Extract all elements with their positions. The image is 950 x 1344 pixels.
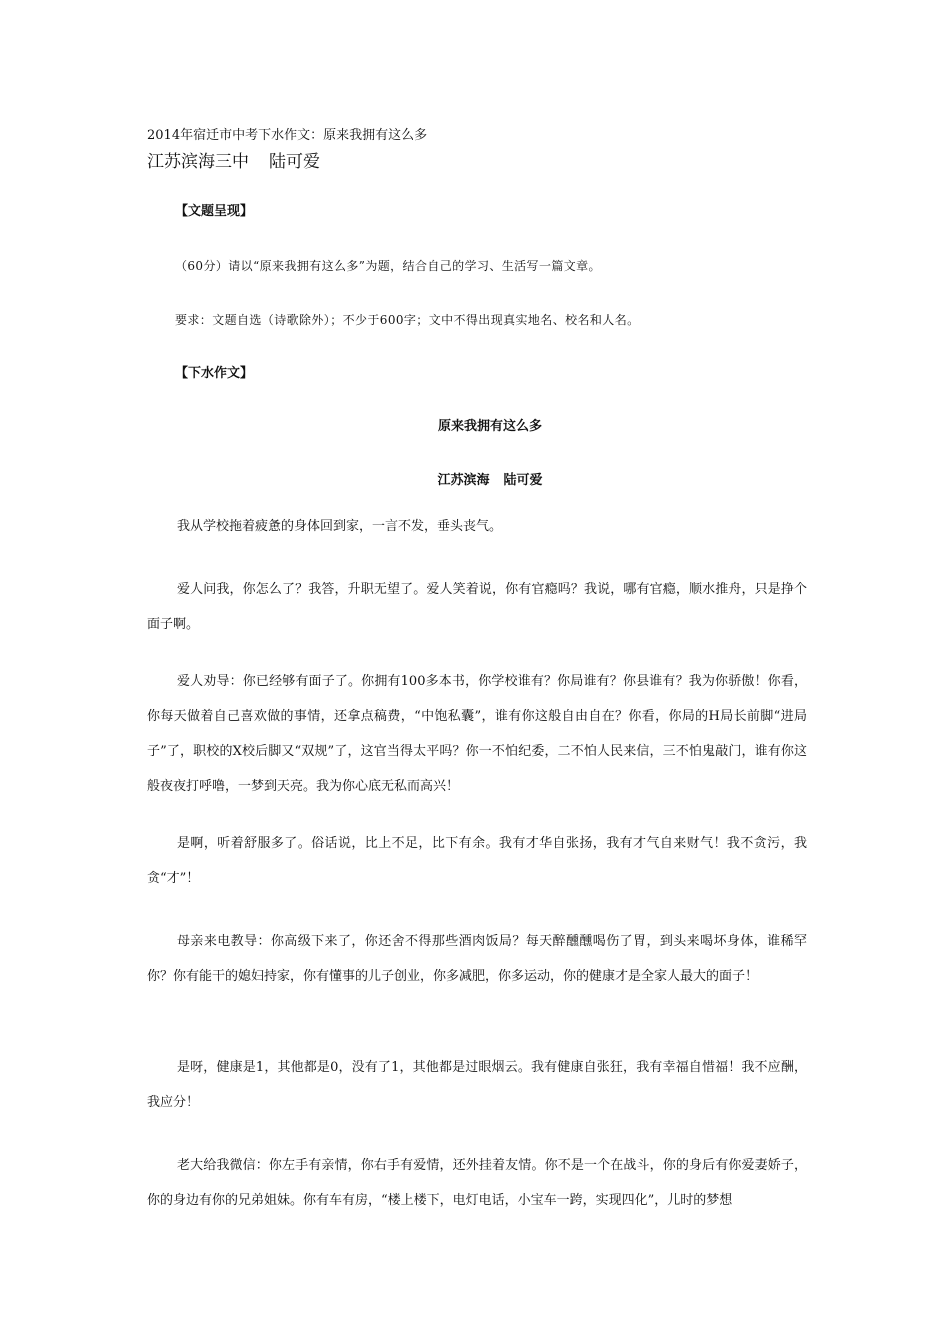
essay-title: 原来我拥有这么多 — [437, 419, 542, 434]
essay-paragraph-3: 爱人劝导：你已经够有面子了。你拥有100多本书，你学校谁有？你局谁有？你县谁有？我为你骄傲！你看，你每天做着自己喜欢做的事情，还拿点稿费，“中饱私囊”，谁有你这般自由自在？你看，你局的H局长前脚“进局子”了，职校的X校后脚又“双规”了，这官当得太平吗？你一不怕纪委，二不怕人民来信，三不怕鬼敲门，谁有你这般夜夜打呼噜，一梦到天亮。我为你心底无私而高兴！ — [147, 674, 807, 794]
prompt-question: （60分）请以“原来我拥有这么多”为题，结合自己的学习、生活写一篇文章。 — [175, 259, 601, 273]
author-line — [147, 150, 320, 174]
essay-paragraph-5: 母亲来电教导：你高级下来了，你还舍不得那些酒肉饭局？每天醉醺醺喝伤了胃，到头来喝坏身体，谁稀罕你？你有能干的媳妇持家，你有懂事的儿子创业，你多减肥，你多运动，你的健康才是全家人最大的面子！ — [147, 934, 807, 984]
essay-paragraph-1: 我从学校拖着疲惫的身体回到家，一言不发，垂头丧气。 — [177, 519, 503, 534]
essay-paragraph-6: 是呀，健康是1，其他都是0，没有了1，其他都是过眼烟云。我有健康自张狂，我有幸福自惜福！我不应酬，我应分！ — [147, 1060, 807, 1110]
byline-name: 陆可爱 — [503, 473, 543, 488]
prompt-requirements: 要求：文题自选（诗歌除外）；不少于600字；文中不得出现真实地名、校名和人名。 — [175, 313, 640, 327]
prompt-section-label: 【文题呈现】 — [175, 204, 254, 219]
essay-paragraph-7: 老大给我微信：你左手有亲情，你右手有爱情，还外挂着友情。你不是一个在战斗，你的身后有你爱妻娇子，你的身边有你的兄弟姐妹。你有车有房，“楼上楼下，电灯电话，小宝车一跨，实现四化”，儿时的梦想 — [147, 1158, 807, 1208]
essay-byline — [0, 472, 950, 490]
essay-paragraph-2: 爱人问我，你怎么了？我答，升职无望了。爱人笑着说，你有官瘾吗？我说，哪有官瘾，顺水推舟，只是挣个面子啊。 — [147, 582, 807, 632]
essay-section-label: 【下水作文】 — [175, 366, 254, 381]
document-title-line: 2014年宿迁市中考下水作文：原来我拥有这么多 — [147, 128, 428, 143]
essay-paragraph-4: 是啊，听着舒服多了。俗话说，比上不足，比下有余。我有才华自张扬，我有才气自来财气！我不贪污，我贪“才”！ — [147, 836, 807, 886]
author-name: 陆可爱 — [269, 152, 320, 172]
author-school: 江苏滨海三中 — [147, 152, 249, 172]
byline-place: 江苏滨海 — [437, 473, 490, 488]
